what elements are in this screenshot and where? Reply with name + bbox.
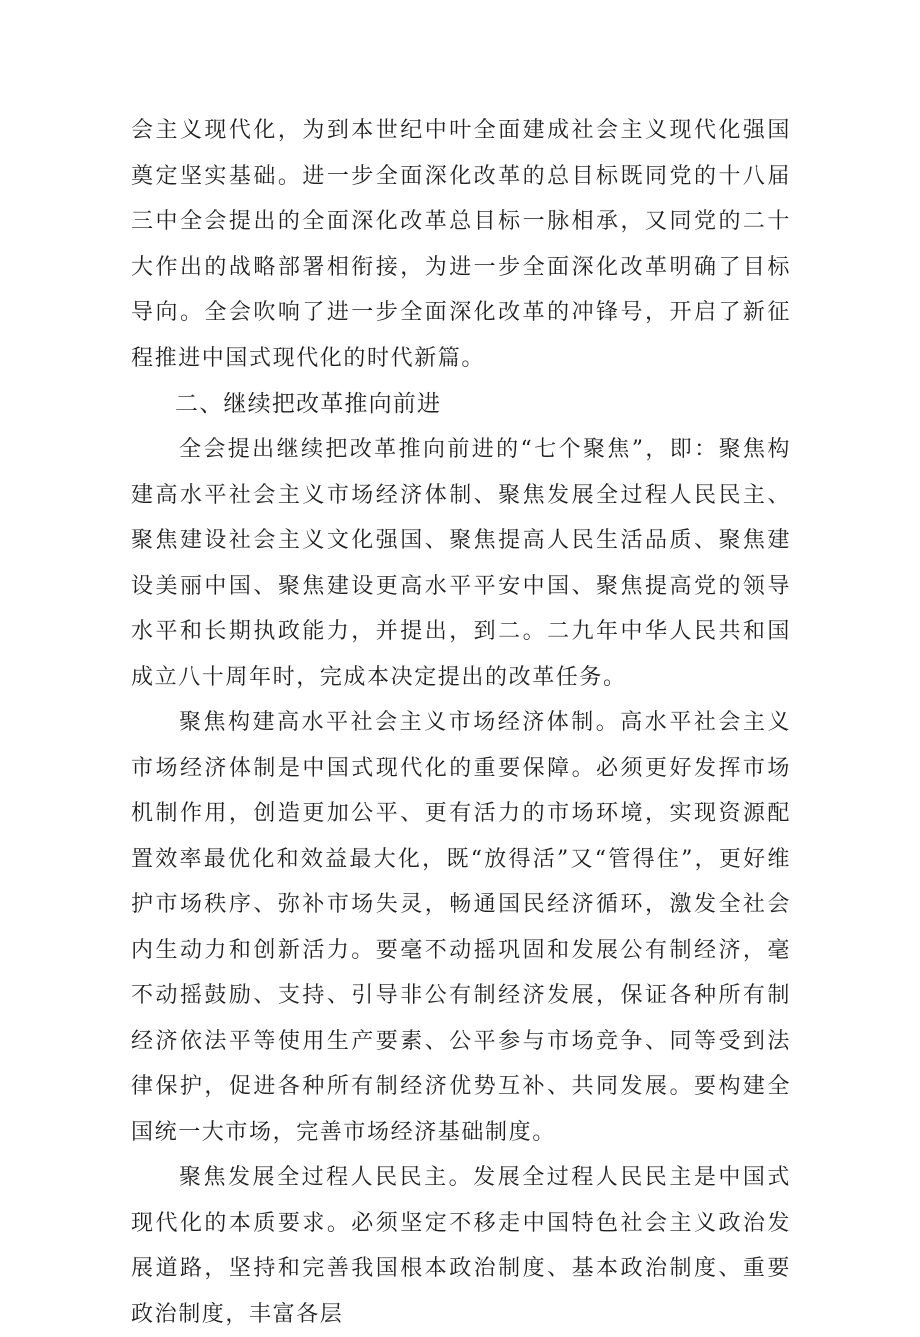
paragraph-continuation: 会主义现代化，为到本世纪中叶全面建成社会主义现代化强国奠定坚实基础。进一步全面深化改革的总目标既同党的十八届三中全会提出的全面深化改革总目标一脉相承，又同党的二十大作出的战略部署相衔接，为进一步全面深化改革明确了目标导向。全会吹响了进一步全面深化改革的冲锋号，开启了新征程推进中国式现代化的时代新篇。 xyxy=(131,118,791,371)
paragraph-peoples-democracy: 聚焦发展全过程人民民主。发展全过程人民民主是中国式现代化的本质要求。必须坚定不移走中国特色社会主义政治发展道路，坚持和完善我国根本政治制度、基本政治制度、重要政治制度，丰富各层 xyxy=(131,1165,791,1327)
paragraph-seven-focuses: 全会提出继续把改革推向前进的“七个聚焦”，即：聚焦构建高水平社会主义市场经济体制、聚焦发展全过程人民民主、聚焦建设社会主义文化强国、聚焦提高人民生活品质、聚焦建设美丽中国、聚焦建设更高水平平安中国、聚焦提高党的领导水平和长期执政能力，并提出，到二。二九年中华人民共和国成立八十周年时，完成本决定提出的改革任务。 xyxy=(131,437,791,690)
section-heading: 二、继续把改革推向前进 xyxy=(175,391,442,417)
document-body xyxy=(131,108,791,1337)
paragraph-market-economy: 聚焦构建高水平社会主义市场经济体制。高水平社会主义市场经济体制是中国式现代化的重要保障。必须更好发挥市场机制作用，创造更加公平、更有活力的市场环境，实现资源配置效率最优化和效益最大化，既“放得活”又“管得住”，更好维护市场秩序、弥补市场失灵，畅通国民经济循环，激发全社会内生动力和创新活力。要毫不动摇巩固和发展公有制经济，毫不动摇鼓励、支持、引导非公有制经济发展，保证各种所有制经济依法平等使用生产要素、公平参与市场竞争、同等受到法律保护，促进各种所有制经济优势互补、共同发展。要构建全国统一大市场，完善市场经济基础制度。 xyxy=(131,710,791,1145)
